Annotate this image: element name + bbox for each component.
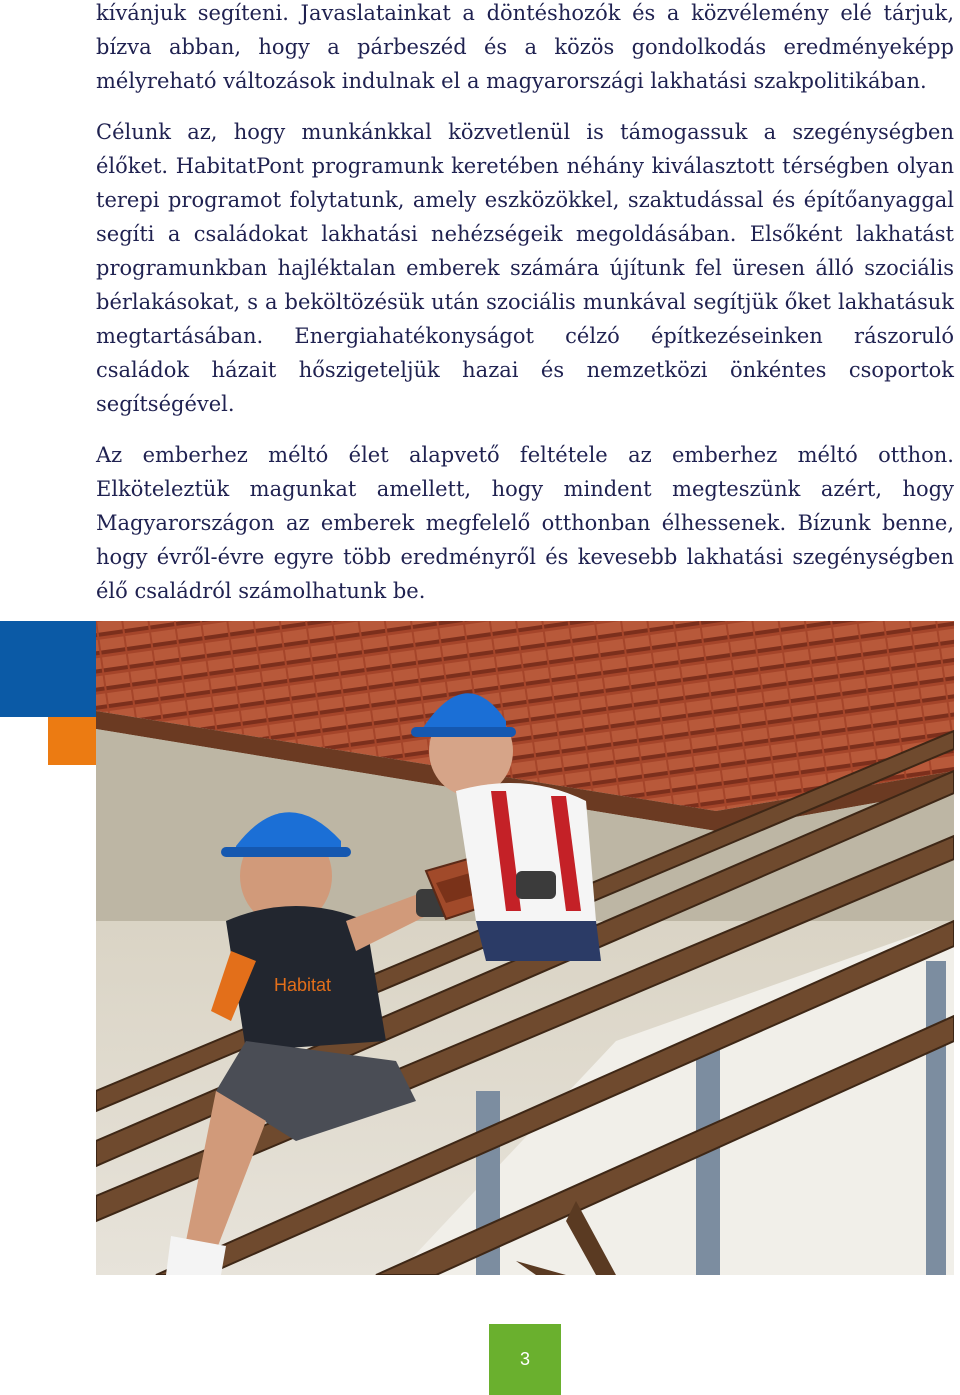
shirt-print: Habitat	[274, 975, 332, 995]
brand-square-blue	[0, 621, 96, 717]
body-text	[96, 0, 954, 625]
paragraph-3: Az emberhez méltó élet alapvető feltétele az emberhez méltó otthon. Elköteleztük magunkat amellett, hogy mindent megteszünk azért, hogy Magyarországon az emberek megfelelő otthonban élhessenek. Bízunk benne, hogy évről-évre egyre több eredményről és kevesebb lakhatási szegénységben élő családról számolhatunk be.	[96, 443, 954, 603]
brand-square-orange	[48, 717, 96, 765]
paragraph-1: kívánjuk segíteni. Javaslatainkat a döntéshozók és a közvélemény elé tárjuk, bízva abban, hogy a párbeszéd és a közös gondolkodás eredményeképp mélyreható változások indulnak el a magyarországi lakhatási szakpolitikában.	[96, 1, 954, 93]
page-number-badge: 3	[489, 1324, 561, 1395]
paragraph-2: Célunk az, hogy munkánkkal közvetlenül is támogassuk a szegénységben élőket. HabitatPont programunk keretében néhány kiválasztott térségben olyan terepi programot folytatunk, amely eszközökkel, szaktudással és építőanyaggal segíti a családokat lakhatási nehézségeik megoldásában. Elsőként lakhatást programunkban hajléktalan emberek számára újítunk fel üresen álló szociális bérlakásokat, s a beköltözésük után szociális munkával segítjük őket lakhatásuk megtartásában. Energiahatékonyságot célzó építkezéseinken rászoruló családok házait hőszigeteljük hazai és nemzetközi önkéntes csoportok segítségével.	[96, 120, 954, 416]
roof-workers-photo	[96, 621, 954, 1275]
